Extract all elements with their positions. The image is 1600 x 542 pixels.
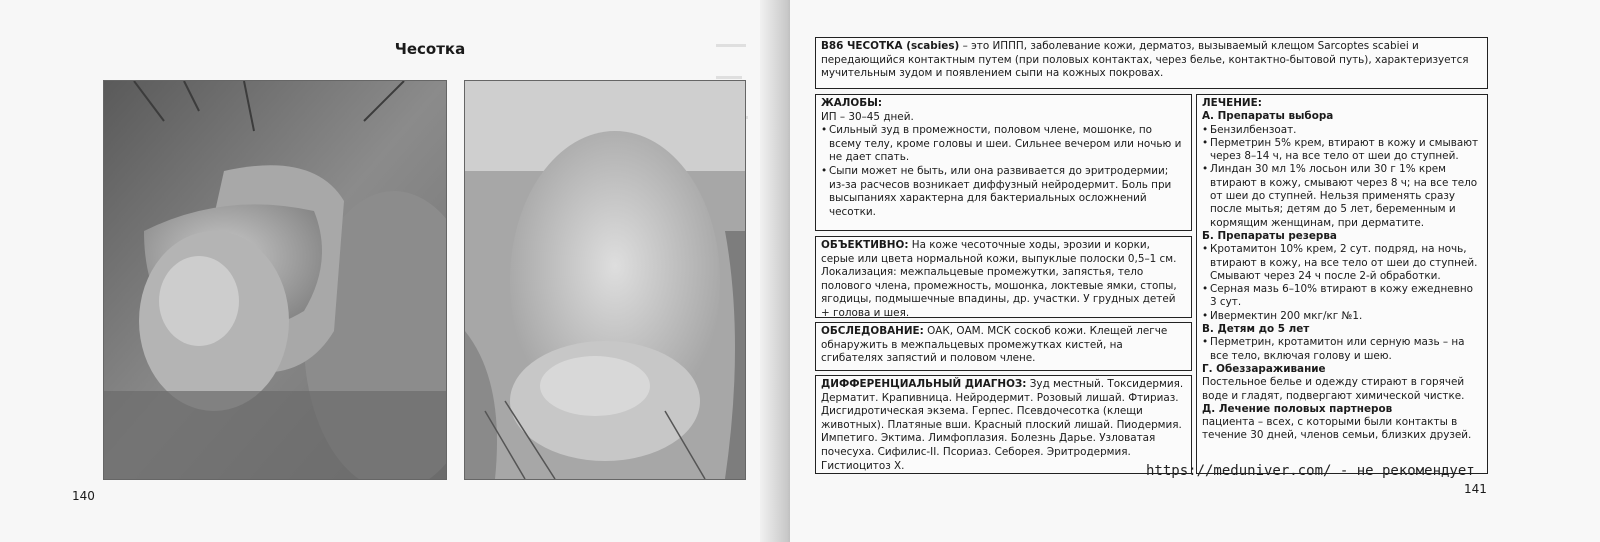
treatment-item: • Серная мазь 6–10% втирают в кожу ежедневно 3 сут. bbox=[1202, 283, 1482, 310]
page-number-left: 140 bbox=[72, 489, 95, 503]
treatment-item: • Ивермектин 200 мкг/кг №1. bbox=[1202, 310, 1482, 323]
treatment-item: • Кротамитон 10% крем, 2 сут. подряд, на ночь, втирают в кожу, на все тело от шеи до ступней. Смывают через 24 ч после 2-й обработки. bbox=[1202, 243, 1482, 283]
treatment-item: • Перметрин, кротамитон или серную мазь – на все тело, включая голову и шею. bbox=[1202, 336, 1482, 363]
disease-definition: – это ИППП, заболевание кожи, дерматоз, вызываемый клещом Sarcoptes scabiei и передающийся контактным путем (при половых контактах, через белье, контактно-бытовой путь), характеризуется мучительным зудом и появлением сыпи на кожных покровах. bbox=[821, 40, 1469, 80]
treatment-v-list bbox=[1202, 336, 1482, 363]
treatment-section-b: Б. Препараты резерва bbox=[1202, 229, 1337, 242]
incubation-period: ИП – 30–45 дней. bbox=[821, 110, 914, 123]
treatment-g-text: Постельное белье и одежду стирают в горячей воде и гладят, подвергают химической чистке. bbox=[1202, 376, 1465, 402]
clinical-photo-1 bbox=[103, 80, 447, 480]
right-page bbox=[790, 0, 1600, 542]
treatment-box bbox=[1196, 94, 1488, 474]
differential-box bbox=[815, 375, 1192, 474]
watermark-link[interactable]: https://meduniver.com/ - не рекомендует bbox=[1146, 463, 1475, 479]
treatment-section-d: Д. Лечение половых партнеров bbox=[1202, 402, 1393, 415]
treatment-title: ЛЕЧЕНИЕ: bbox=[1202, 97, 1262, 109]
treatment-item: • Линдан 30 мл 1% лосьон или 30 г 1% крем втирают в кожу, смывают через 8 ч; на все тело от шеи до ступней. Нельзя применять сразу после мытья; детям до 5 лет, беременным и кормящим женщинам, при дерматите. bbox=[1202, 163, 1482, 229]
examination-box bbox=[815, 322, 1192, 371]
treatment-d-text: пациента – всех, с которыми были контакты в течение 30 дней, членов семьи, близких друзей. bbox=[1202, 416, 1472, 442]
differential-title: ДИФФЕРЕНЦИАЛЬНЫЙ ДИАГНОЗ: bbox=[821, 378, 1027, 390]
objective-title: ОБЪЕКТИВНО: bbox=[821, 239, 909, 251]
disease-code-title: В86 ЧЕСОТКА (scabies) bbox=[821, 40, 960, 52]
treatment-section-a: А. Препараты выбора bbox=[1202, 110, 1334, 123]
treatment-item: • Перметрин 5% крем, втирают в кожу и смывают через 8–14 ч, на все тело от шеи до ступней. bbox=[1202, 137, 1482, 164]
treatment-section-v: В. Детям до 5 лет bbox=[1202, 323, 1310, 336]
objective-text: На коже чесоточные ходы, эрозии и корки, серые или цвета нормальной кожи, выпуклые полоски 0,5–1 см. Локализация: межпальцевые промежутки, запястья, тело полового члена, промежность, мошонка, локтевые ямки, стопы, ягодицы, подмышечные впадины, др. участки. У грудных детей + голова и шея. bbox=[821, 239, 1177, 319]
clinical-photo-2 bbox=[464, 80, 746, 480]
page-number-right: 141 bbox=[1464, 482, 1487, 496]
left-page bbox=[0, 0, 790, 542]
examination-text: ОАК, ОАМ. МСК соскоб кожи. Клещей легче обнаружить в межпальцевых промежутках кистей, на сгибателях запястий и половом члене. bbox=[821, 325, 1168, 365]
page-heading: Чесотка bbox=[394, 40, 466, 58]
complaint-item: • Сыпи может не быть, или она развивается до эритродермии; из-за расчесов возникает диффузный нейродермит. Боль при высыпаниях характерна для бактериальных осложнений чесотки. bbox=[821, 165, 1186, 219]
definition-box bbox=[815, 37, 1488, 89]
complaints-title: ЖАЛОБЫ: bbox=[821, 97, 883, 109]
treatment-section-g: Г. Обеззараживание bbox=[1202, 362, 1326, 375]
complaints-list bbox=[821, 124, 1186, 219]
examination-title: ОБСЛЕДОВАНИЕ: bbox=[821, 325, 924, 337]
complaint-item: • Сильный зуд в промежности, половом члене, мошонке, по всему телу, кроме головы и шеи. Сильнее вечером или ночью и не дает спать. bbox=[821, 124, 1186, 165]
treatment-b-list bbox=[1202, 243, 1482, 323]
complaints-box bbox=[815, 94, 1192, 231]
treatment-a-list bbox=[1202, 124, 1482, 230]
differential-text: Зуд местный. Токсидермия. Дерматит. Крапивница. Нейродермит. Розовый лишай. Фтириаз. Дисгидротическая экзема. Герпес. Псевдочесотка (клещи животных). Платяные вши. Красный плоский лишай. Пиодермия. Импетиго. Эктима. Лимфоплазия. Болезнь Дарье. Узловатая почесуха. Сифилис-II. Псориаз. Себорея. Эритродермия. Гистиоцитоз X. bbox=[821, 378, 1184, 472]
objective-box bbox=[815, 236, 1192, 318]
treatment-item: • Бензилбензоат. bbox=[1202, 124, 1482, 137]
